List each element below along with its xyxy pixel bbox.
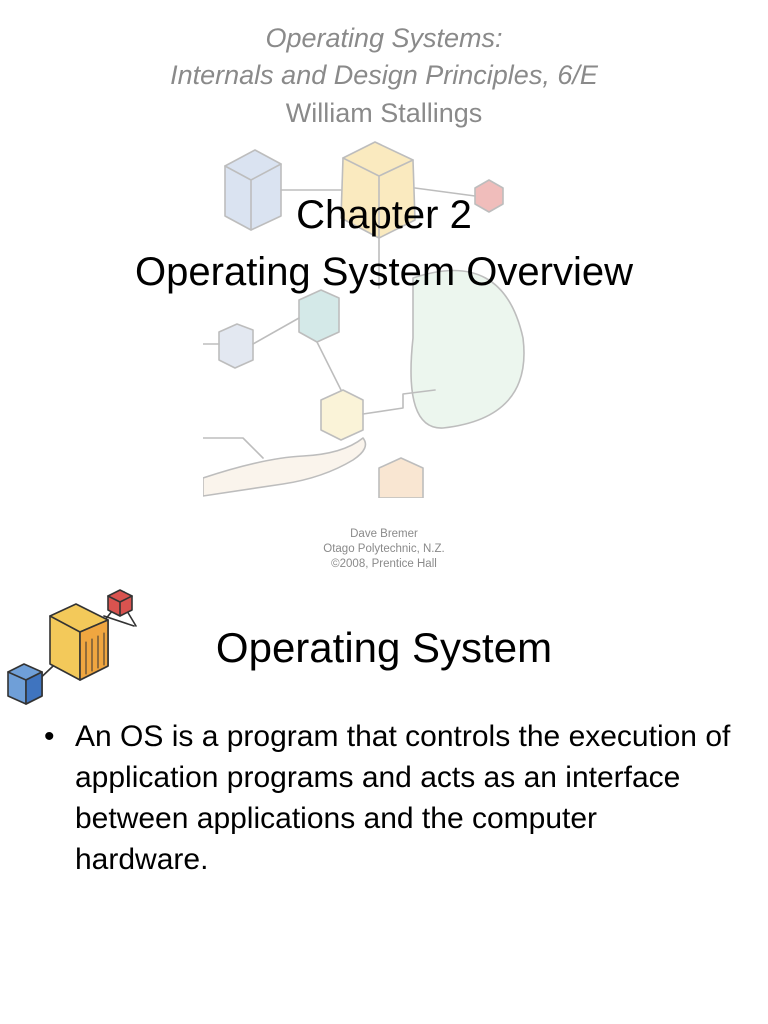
bullet-symbol: •	[44, 720, 55, 753]
credit-presenter: Dave Bremer	[350, 528, 418, 540]
subtitle-line-1: Operating Systems:	[265, 23, 503, 53]
chapter-title: Operating System Overview	[135, 250, 633, 294]
credit-copyright: ©2008, Prentice Hall	[331, 558, 437, 570]
content-slide	[0, 580, 768, 1024]
author-name: William Stallings	[285, 98, 483, 128]
slide-title: Operating System	[215, 624, 553, 671]
chapter-number: Chapter 2	[296, 193, 472, 237]
credit-institution: Otago Polytechnic, N.Z.	[323, 543, 445, 555]
bullet-text: An OS is a program that controls the execution of application programs and acts as an interface between applications and the computer hardware.	[75, 720, 731, 876]
subtitle-line-2: Internals and Design Principles, 6/E	[170, 60, 598, 90]
bullet-item	[44, 716, 734, 880]
